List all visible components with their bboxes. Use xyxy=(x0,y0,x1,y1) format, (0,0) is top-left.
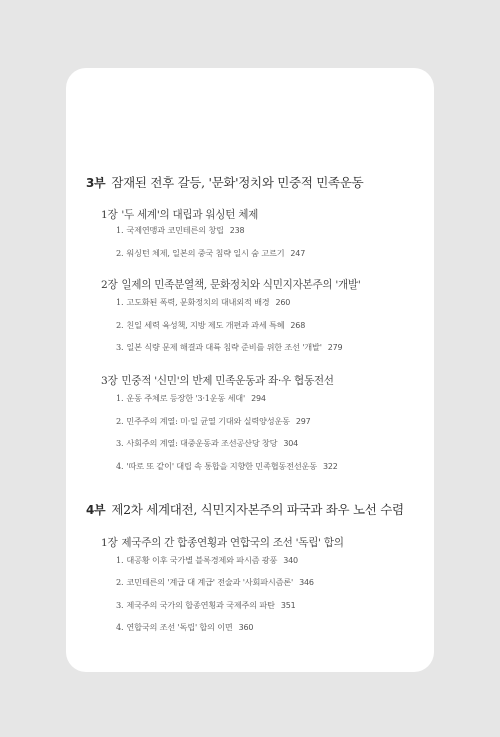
toc-entry xyxy=(116,320,305,331)
part-heading xyxy=(86,500,404,518)
page-number: 340 xyxy=(283,556,298,565)
section-number: 2. xyxy=(116,577,124,587)
toc-entry xyxy=(116,438,298,449)
chapter-number: 1장 xyxy=(101,537,118,549)
toc-entry xyxy=(116,622,253,633)
toc-entry xyxy=(116,393,266,404)
section-number: 3. xyxy=(116,600,124,610)
toc-entry xyxy=(116,555,298,566)
section-title: '따로 또 같이' 대립 속 통합을 지향한 민족협동전선운동 xyxy=(126,461,317,471)
page-number: 322 xyxy=(322,462,338,471)
toc-entry xyxy=(116,577,314,588)
chapter-number: 3장 xyxy=(101,375,118,387)
chapter-heading xyxy=(101,373,334,388)
page-number: 238 xyxy=(229,226,245,235)
part-heading xyxy=(86,173,363,191)
chapter-heading xyxy=(101,277,360,292)
section-title: 민주주의 계열: 미·일 균열 기대와 실력양성운동 xyxy=(126,416,290,426)
part-title: 제2차 세계대전, 식민지자본주의 파국과 좌우 노선 수렴 xyxy=(111,502,404,517)
part-number: 3부 xyxy=(86,176,106,190)
toc-entry xyxy=(116,600,295,611)
chapter-title: 일제의 민족분열책, 문화정치와 식민지자본주의 '개발' xyxy=(121,279,361,291)
page-number: 279 xyxy=(327,343,343,352)
toc-entry xyxy=(116,416,311,427)
chapter-number: 2장 xyxy=(101,279,118,291)
toc-entry xyxy=(116,248,305,259)
chapter-title: 제국주의 간 합종연횡과 연합국의 조선 '독립' 합의 xyxy=(121,537,344,549)
section-title: 친일 세력 육성책, 지방 제도 개편과 과세 특혜 xyxy=(126,320,285,330)
toc-card xyxy=(66,68,434,672)
chapter-heading xyxy=(101,535,344,550)
section-number: 3. xyxy=(116,342,124,352)
section-title: 연합국의 조선 '독립' 합의 이면 xyxy=(126,622,233,632)
page-number: 260 xyxy=(275,298,291,307)
section-number: 2. xyxy=(116,320,124,330)
chapter-heading xyxy=(101,207,258,222)
chapter-number: 1장 xyxy=(101,209,118,221)
toc-entry xyxy=(116,225,244,236)
section-number: 2. xyxy=(116,248,124,258)
page-number: 304 xyxy=(283,439,299,448)
part-number: 4부 xyxy=(86,503,106,517)
section-title: 국제연맹과 코민테른의 창립 xyxy=(126,225,224,235)
section-title: 일본 식량 문제 해결과 대륙 침략 준비를 위한 조선 '개발' xyxy=(126,342,322,352)
section-title: 워싱턴 체제, 일본의 중국 침략 일시 숨 고르기 xyxy=(126,248,285,258)
chapter-title: 민중적 '신민'의 반제 민족운동과 좌·우 협동전선 xyxy=(121,375,334,387)
toc-entry xyxy=(116,297,290,308)
section-number: 2. xyxy=(116,416,124,426)
section-title: 대공황 이후 국가별 블록경제와 파시즘 광풍 xyxy=(126,555,278,565)
section-title: 제국주의 국가의 합종연횡과 국제주의 파탄 xyxy=(126,600,275,610)
page-number: 297 xyxy=(295,417,311,426)
section-number: 4. xyxy=(116,461,124,471)
page-number: 268 xyxy=(290,321,306,330)
section-title: 고도화된 폭력, 문화정치의 대내외적 배경 xyxy=(126,297,270,307)
page-number: 360 xyxy=(238,623,254,632)
section-number: 3. xyxy=(116,438,124,448)
section-title: 사회주의 계열: 대중운동과 조선공산당 창당 xyxy=(126,438,278,448)
section-number: 1. xyxy=(116,393,124,403)
toc-entry xyxy=(116,342,342,353)
page-number: 346 xyxy=(299,578,314,587)
section-number: 1. xyxy=(116,297,124,307)
section-title: 운동 주체로 등장한 '3·1운동 세대' xyxy=(126,393,246,403)
part-title: 잠재된 전후 갈등, '문화'정치와 민중적 민족운동 xyxy=(111,175,364,190)
toc-entry xyxy=(116,461,338,472)
section-number: 1. xyxy=(116,555,124,565)
section-number: 1. xyxy=(116,225,124,235)
page-number: 294 xyxy=(251,394,266,403)
chapter-title: '두 세계'의 대립과 워싱턴 체제 xyxy=(121,209,259,221)
section-number: 4. xyxy=(116,622,124,632)
section-title: 코민테른의 '계급 대 계급' 전술과 '사회파시즘론' xyxy=(126,577,294,587)
page-number: 247 xyxy=(290,249,306,258)
page-number: 351 xyxy=(280,601,296,610)
